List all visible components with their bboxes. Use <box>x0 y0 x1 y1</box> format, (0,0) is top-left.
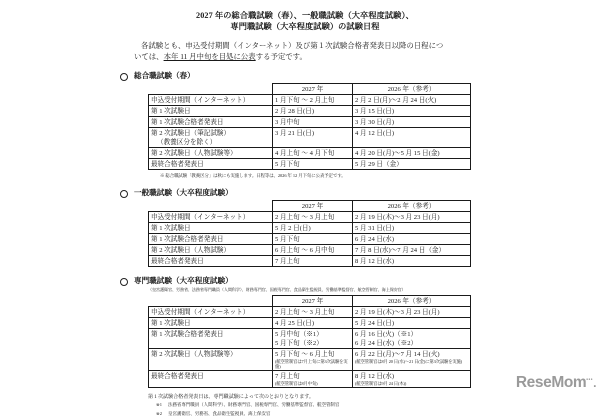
table-row <box>149 212 471 223</box>
table-row <box>149 329 471 349</box>
schedule-table-senmonshoku <box>148 295 471 388</box>
cell-2027: 1 月下旬 ～ 2 月上旬 <box>273 95 353 106</box>
cell-2026: 3 月 30 日(月) <box>353 117 471 128</box>
circle-bullet-icon <box>120 73 128 81</box>
column-header-year-2027: 2027 年 <box>273 296 353 307</box>
column-header-label <box>149 84 273 95</box>
row-label-main: 第 2 次試験日（筆記試験） <box>151 129 231 137</box>
row-label: 最終合格者発表日 <box>149 371 273 388</box>
cell-2026: 6 月 24 日(水) <box>353 234 471 245</box>
title-line-1: 2027 年の総合職試験（春）、一般職試験（大卒程度試験）、 <box>196 11 414 20</box>
cell-2027: 5 月下旬 <box>273 234 353 245</box>
row-label: 最終合格者発表日 <box>149 256 273 267</box>
cell-2027-value: 5 月下旬 ～ 6 月上旬 <box>275 350 335 358</box>
cell-2027-line-2: 5 月下旬（※2） <box>275 339 323 347</box>
cell-2027: 2 月上旬 ～ 3 月上旬 <box>273 307 353 318</box>
intro-line-2-suffix: する予定です。 <box>255 51 307 61</box>
row-label: 第 1 次試験合格者発表日 <box>149 117 273 128</box>
row-label: 第 2 次試験日（人物試験等） <box>149 349 273 371</box>
table-row <box>149 148 471 159</box>
cell-2026-note: (航空管制官は8月 20 日(水)～21 日(金)に第3次試験を実施) <box>355 358 463 364</box>
table-wrapper-sogoshoku <box>0 83 610 170</box>
row-label: 第 1 次試験日 <box>149 318 273 329</box>
cell-2027: 3 月 21 日(日) <box>273 128 353 148</box>
column-header-year-2027: 2027 年 <box>273 201 353 212</box>
schedule-table-sogoshoku <box>148 83 471 170</box>
row-label: 第 1 次試験合格者発表日 <box>149 329 273 349</box>
cell-2026: 2 月 19 日(木)～3 月 23 日(月) <box>353 307 471 318</box>
cell-2027: 3 月中旬 <box>273 117 353 128</box>
section-heading-label: 一般職試験（大卒程度試験） <box>134 188 233 198</box>
cell-2026: 2 月 2 日(月)～2 月 24 日(火) <box>353 95 471 106</box>
cell-2026: 5 月 31 日(日) <box>353 223 471 234</box>
cell-2026: 5 月 29 日（金） <box>353 159 471 170</box>
section-subnote-senmonshoku: （皇宮護衛官、労務省、法務省専門職員（人間科学）、財務専門官、国税専門官、食品衛生監視員、労働基準監督官、航空管制官、海上保安官） <box>148 287 406 293</box>
schedule-table-ippanshoku <box>148 200 471 267</box>
section-sogoshoku <box>0 71 610 179</box>
cell-2027: 2 月上旬 ～ 3 月上旬 <box>273 212 353 223</box>
row-label: 最終合格者発表日 <box>149 159 273 170</box>
watermark-period: . <box>593 376 596 390</box>
footnote-mark-1: ※1 <box>156 402 162 408</box>
table-header-row <box>149 296 471 307</box>
section-heading-label: 総合職試験（春） <box>134 71 195 81</box>
cell-2026: 4 月 12 日(日) <box>353 128 471 148</box>
cell-2027: 7 月上旬 <box>273 256 353 267</box>
row-label: 申込受付期間（インターネット） <box>149 95 273 106</box>
table-wrapper-ippanshoku <box>0 200 610 267</box>
cell-2026: 5 月 24 日(日) <box>353 318 471 329</box>
cell-2026: 7 月 8 日(水)～7 月 24 日（金） <box>353 245 471 256</box>
cell-2027-note: (航空管制官は8月中旬) <box>275 380 318 386</box>
column-header-year-2026: 2026 年（参考） <box>353 84 471 95</box>
intro-line-1: 各試験とも、申込受付期間（インターネット）及び第１次試験合格者発表日以降の日程につ <box>141 41 444 50</box>
cell-2026: 3 月 15 日(日) <box>353 106 471 117</box>
circle-bullet-icon <box>120 190 128 198</box>
row-label: 申込受付期間（インターネット） <box>149 307 273 318</box>
cell-2027: 4 月上旬 ～ 4 月下旬 <box>273 148 353 159</box>
cell-2026-value: 8 月 12 日(水) <box>355 372 395 380</box>
column-header-label <box>149 201 273 212</box>
table-row <box>149 256 471 267</box>
column-header-label <box>149 296 273 307</box>
footnote-item-1 <box>148 401 610 409</box>
table-row <box>149 371 471 388</box>
cell-2026: 8 月 12 日(水) <box>353 256 471 267</box>
section-senmonshoku <box>0 276 610 388</box>
cell-2027: 5 月 2 日(日) <box>273 223 353 234</box>
column-header-year-2027: 2027 年 <box>273 84 353 95</box>
cell-2027: 5 月下旬 <box>273 159 353 170</box>
table-row <box>149 234 471 245</box>
cell-2027: 2 月 28 日(日) <box>273 106 353 117</box>
section-heading-sogoshoku <box>0 71 610 81</box>
table-row <box>149 245 471 256</box>
cell-2027: 6 月上旬 ～ 6 月中旬 <box>273 245 353 256</box>
footnote-lead: 第 1 次試験合格者発表日は、専門職試験によって次のとおりとなります。 <box>148 393 314 400</box>
footnote-item-2 <box>148 410 610 418</box>
circle-bullet-icon <box>120 278 128 286</box>
row-label: 第 1 次試験合格者発表日 <box>149 234 273 245</box>
table-header-row <box>149 84 471 95</box>
watermark-dots: ••• <box>586 376 594 383</box>
footnote-text-1: 法務省専門職員（人間科学）、財務専門官、国税専門官、労働基準監督官、航空管制官 <box>168 402 340 408</box>
row-label-sub: （教養区分を除く） <box>157 138 217 146</box>
section-heading-ippanshoku <box>0 188 610 198</box>
cell-2026-line-2: 6 月 24 日(水)（※2） <box>355 339 418 347</box>
table-footnote-sogoshoku: ※ 総合職試験「教養区分」は秋にも実施します。日程等は、2026 年 12 月下旬に公表予定です。 <box>160 173 346 179</box>
section-heading-senmonshoku <box>0 276 610 286</box>
cell-2026-line-1: 6 月 16 日(火)（※1） <box>355 330 418 338</box>
watermark-text: ReseMom <box>515 374 587 391</box>
cell-2027 <box>273 349 353 371</box>
table-header-row <box>149 201 471 212</box>
table-row <box>149 128 471 148</box>
cell-2027-note: (航空管制官は7月上旬に第3次試験を実施) <box>275 358 348 370</box>
intro-line-2-prefix: いては、 <box>134 51 164 61</box>
intro-line-2-emphasis: 本年 11 月中旬を目処に公表 <box>163 51 256 61</box>
cell-2027-line-1: 5 月中旬（※1） <box>275 330 323 338</box>
title-line-2: 専門職試験（大卒程度試験）の試験日程 <box>230 22 380 31</box>
section-heading-label: 専門職試験（大卒程度試験） <box>134 276 233 286</box>
row-label: 第 1 次試験日 <box>149 106 273 117</box>
table-row <box>149 106 471 117</box>
column-header-year-2026: 2026 年（参考） <box>353 296 471 307</box>
row-label: 申込受付期間（インターネット） <box>149 212 273 223</box>
cell-2026: 2 月 19 日(木)～3 月 23 日(月) <box>353 212 471 223</box>
section-ippanshoku <box>0 188 610 267</box>
cell-2027: 4 月 25 日(日) <box>273 318 353 329</box>
table-row <box>149 159 471 170</box>
table-row <box>149 223 471 234</box>
cell-2027 <box>273 371 353 388</box>
row-label: 第 2 次試験日（人物試験等） <box>149 148 273 159</box>
footnote-text-2: 皇宮護衛官、労務省、食品衛生監視員、海上保安官 <box>168 410 271 416</box>
column-header-year-2026: 2026 年（参考） <box>353 201 471 212</box>
cell-2026-note: (航空管制官は9月 24 日(木)) <box>355 380 407 386</box>
cell-2026 <box>353 371 471 388</box>
table-row <box>149 307 471 318</box>
footnote-mark-2: ※2 <box>156 410 162 416</box>
row-label: 第 1 次試験日 <box>149 223 273 234</box>
row-label <box>149 128 273 148</box>
footnotes-block <box>0 393 610 418</box>
intro-paragraph <box>0 41 610 62</box>
table-row <box>149 117 471 128</box>
table-row <box>149 318 471 329</box>
cell-2027 <box>273 329 353 349</box>
table-row <box>149 349 471 371</box>
row-label: 第 2 次試験日（人物試験） <box>149 245 273 256</box>
cell-2026 <box>353 349 471 371</box>
table-row <box>149 95 471 106</box>
cell-2027-value: 7 月上旬 <box>275 372 300 380</box>
page-title <box>0 10 610 32</box>
cell-2026 <box>353 329 471 349</box>
cell-2026-value: 6 月 22 日(月)～7 月 14 日(火) <box>355 350 440 358</box>
resemom-watermark <box>516 374 596 392</box>
cell-2026: 4 月 20 日(月)～5 月 15 日(金) <box>353 148 471 159</box>
